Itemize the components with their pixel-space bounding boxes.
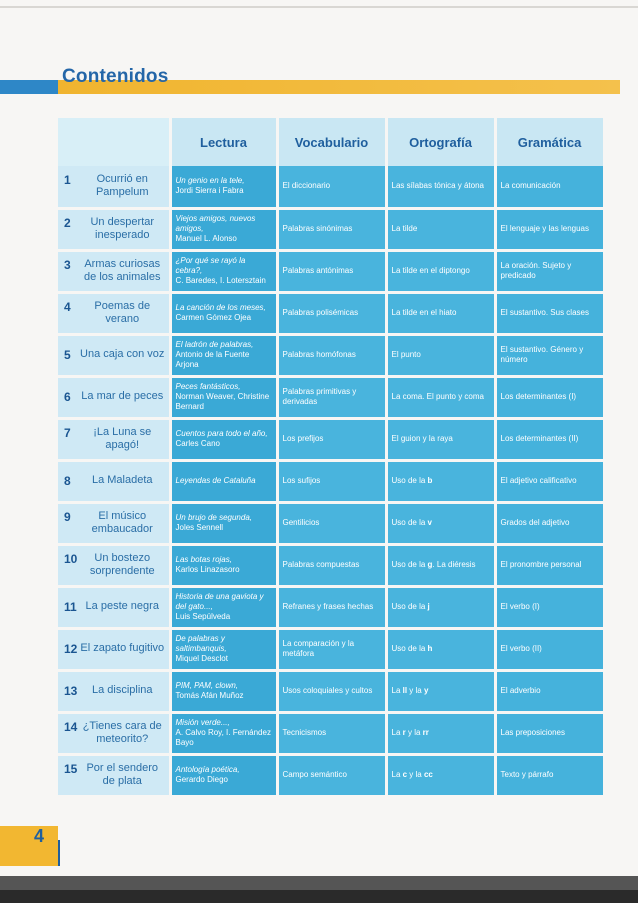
header-ortografia: Ortografía <box>386 118 495 166</box>
lectura-cell <box>170 418 277 460</box>
lectura-author: Karlos Linazasoro <box>175 565 240 574</box>
lectura-author: Tomás Afán Muñoz <box>175 691 244 700</box>
unit-cell <box>58 670 170 712</box>
unit-title: Armas curiosas de los animales <box>84 257 161 283</box>
vocabulario-cell: Los sufijos <box>277 460 386 502</box>
unit-cell <box>58 460 170 502</box>
unit-number: 11 <box>64 599 77 614</box>
unit-cell <box>58 418 170 460</box>
vocabulario-cell: Palabras compuestas <box>277 544 386 586</box>
unit-number: 15 <box>64 761 78 776</box>
lectura-cell <box>170 502 277 544</box>
unit-cell <box>58 166 170 208</box>
ortografia-text: b <box>427 476 433 485</box>
ortografia-cell <box>386 208 495 250</box>
header-blank <box>58 118 170 166</box>
unit-number: 14 <box>64 719 78 734</box>
gramatica-cell: El sustantivo. Género y número <box>495 334 604 376</box>
unit-cell <box>58 502 170 544</box>
ortografia-text: . La diéresis <box>432 560 476 569</box>
table-header-row <box>58 118 604 166</box>
lectura-title: Leyendas de Cataluña <box>175 476 256 485</box>
vocabulario-cell: Gentilicios <box>277 502 386 544</box>
lectura-title: PIM, PAM, clown, <box>175 681 239 690</box>
ortografia-text: Uso de la <box>391 518 428 527</box>
gramatica-cell: Los determinantes (I) <box>495 376 604 418</box>
unit-title: La mar de peces <box>81 389 164 402</box>
unit-title: La peste negra <box>85 599 159 612</box>
ortografia-cell <box>386 418 495 460</box>
header-gramatica: Gramática <box>495 118 604 166</box>
table-row <box>58 166 604 208</box>
vocabulario-cell: Refranes y frases hechas <box>277 586 386 628</box>
lectura-title: Peces fantásticos, <box>175 382 241 391</box>
table-row <box>58 460 604 502</box>
vocabulario-cell: Palabras antónimas <box>277 250 386 292</box>
lectura-cell <box>170 628 277 670</box>
ortografia-cell <box>386 712 495 754</box>
vocabulario-cell: Tecnicismos <box>277 712 386 754</box>
lectura-cell <box>170 208 277 250</box>
gramatica-cell: El verbo (II) <box>495 628 604 670</box>
title-band-accent <box>0 80 58 94</box>
lectura-cell <box>170 754 277 796</box>
table-row <box>58 418 604 460</box>
lectura-author: Carmen Gómez Ojea <box>175 313 252 322</box>
lectura-author: Jordi Sierra i Fabra <box>175 186 244 196</box>
unit-title: Un bostezo sorprendente <box>89 551 155 577</box>
unit-number: 8 <box>64 473 71 488</box>
table-body <box>58 166 604 796</box>
lectura-author: Norman Weaver, Christine Bernard <box>175 392 270 411</box>
gramatica-cell: La oración. Sujeto y predicado <box>495 250 604 292</box>
ortografia-text: El punto <box>391 350 421 359</box>
ortografia-text: g <box>427 560 433 569</box>
ortografia-text: Las sílabas tónica y átona <box>391 181 485 191</box>
header-vocabulario: Vocabulario <box>277 118 386 166</box>
ortografia-cell <box>386 544 495 586</box>
ortografia-cell <box>386 754 495 796</box>
contents-table <box>58 118 606 798</box>
bottom-strip <box>0 876 638 890</box>
lectura-title: Historia de una gaviota y del gato..., <box>175 592 264 611</box>
ortografia-text: El guion y la raya <box>391 434 453 443</box>
table-row <box>58 250 604 292</box>
vocabulario-cell: Palabras homófonas <box>277 334 386 376</box>
ortografia-cell <box>386 586 495 628</box>
lectura-cell <box>170 334 277 376</box>
unit-number: 10 <box>64 551 78 566</box>
unit-cell <box>58 754 170 796</box>
lectura-author: Carles Cano <box>175 439 220 448</box>
vocabulario-cell: Campo semántico <box>277 754 386 796</box>
table-row <box>58 670 604 712</box>
table-row <box>58 586 604 628</box>
ortografia-text: Uso de la <box>391 602 428 611</box>
vocabulario-cell: El diccionario <box>277 166 386 208</box>
ortografia-text: c <box>402 770 408 779</box>
ortografia-cell <box>386 166 495 208</box>
unit-number: 13 <box>64 683 78 698</box>
ortografia-text: y la <box>407 770 424 779</box>
unit-cell <box>58 712 170 754</box>
unit-cell <box>58 334 170 376</box>
lectura-title: La canción de los meses, <box>175 303 266 312</box>
ortografia-text: h <box>427 644 433 653</box>
unit-number: 2 <box>64 215 71 230</box>
unit-title: ¡La Luna se apagó! <box>93 425 152 451</box>
unit-number: 12 <box>64 641 78 656</box>
top-rule <box>0 6 638 8</box>
lectura-cell <box>170 670 277 712</box>
table-row <box>58 502 604 544</box>
lectura-author: Manuel L. Alonso <box>175 234 237 243</box>
gramatica-cell: El adjetivo calificativo <box>495 460 604 502</box>
table-row <box>58 208 604 250</box>
ortografia-cell <box>386 628 495 670</box>
unit-title: La Maladeta <box>91 473 153 486</box>
ortografia-cell <box>386 670 495 712</box>
lectura-cell <box>170 544 277 586</box>
unit-cell <box>58 292 170 334</box>
lectura-cell <box>170 166 277 208</box>
table-row <box>58 376 604 418</box>
table-row <box>58 292 604 334</box>
lectura-title: Viejos amigos, nuevos amigos, <box>175 214 256 233</box>
gramatica-cell: El lenguaje y las lenguas <box>495 208 604 250</box>
gramatica-cell: Los determinantes (II) <box>495 418 604 460</box>
gramatica-cell: La comunicación <box>495 166 604 208</box>
lectura-title: Las botas rojas, <box>175 555 232 564</box>
ortografia-cell <box>386 502 495 544</box>
lectura-title: El ladrón de palabras, <box>175 340 254 349</box>
unit-cell <box>58 586 170 628</box>
lectura-cell <box>170 292 277 334</box>
unit-cell <box>58 544 170 586</box>
ortografia-text: La coma. El punto y coma <box>391 392 484 401</box>
vocabulario-cell: Los prefijos <box>277 418 386 460</box>
ortografia-text: y la <box>407 686 424 695</box>
header-lectura: Lectura <box>170 118 277 166</box>
unit-title: Ocurrió en Pampelum <box>95 173 149 199</box>
unit-title: ¿Tienes cara de meteorito? <box>82 719 162 745</box>
ortografia-text: Uso de la <box>391 560 428 569</box>
lectura-cell <box>170 376 277 418</box>
unit-title: Un despertar inesperado <box>90 215 155 241</box>
lectura-author: Joles Sennell <box>175 523 224 532</box>
bottom-strip-dark <box>0 890 638 903</box>
ortografia-text: Uso de la <box>391 644 428 653</box>
gramatica-cell: Las preposiciones <box>495 712 604 754</box>
gramatica-cell: El adverbio <box>495 670 604 712</box>
unit-number: 4 <box>64 299 71 314</box>
unit-number: 3 <box>64 257 71 272</box>
lectura-title: Un genio en la tele, <box>175 176 245 186</box>
table-row <box>58 754 604 796</box>
table-row <box>58 712 604 754</box>
unit-cell <box>58 628 170 670</box>
ortografia-cell <box>386 292 495 334</box>
lectura-author: Miquel Desclot <box>175 654 228 663</box>
ortografia-text: La <box>391 686 403 695</box>
lectura-cell <box>170 250 277 292</box>
unit-title: El zapato fugitivo <box>80 641 165 654</box>
vocabulario-cell: La comparación y la metáfora <box>277 628 386 670</box>
gramatica-cell: El pronombre personal <box>495 544 604 586</box>
ortografia-text: La <box>391 728 403 737</box>
vocabulario-cell: Palabras primitivas y derivadas <box>277 376 386 418</box>
unit-number: 7 <box>64 425 71 440</box>
gramatica-cell: El verbo (I) <box>495 586 604 628</box>
page-number-rule <box>58 840 60 866</box>
ortografia-text: La tilde <box>391 224 418 233</box>
vocabulario-cell: Usos coloquiales y cultos <box>277 670 386 712</box>
lectura-author: C. Baredes, I. Lotersztain <box>175 276 266 285</box>
page-title: Contenidos <box>62 66 169 87</box>
page-number: 4 <box>34 826 45 846</box>
ortografia-text: cc <box>423 770 433 779</box>
ortografia-cell <box>386 250 495 292</box>
lectura-title: De palabras y saltimbanquis, <box>175 634 227 653</box>
ortografia-text: y la <box>405 728 423 737</box>
lectura-title: Misión verde..., <box>175 718 230 727</box>
ortografia-text: La tilde en el diptongo <box>391 266 470 275</box>
ortografia-text: ll <box>402 686 408 695</box>
unit-number: 5 <box>64 347 71 362</box>
ortografia-text: Uso de la <box>391 476 428 485</box>
vocabulario-cell: Palabras sinónimas <box>277 208 386 250</box>
lectura-title: Un brujo de segunda, <box>175 513 252 522</box>
vocabulario-cell: Palabras polisémicas <box>277 292 386 334</box>
lectura-cell <box>170 712 277 754</box>
lectura-author: Gerardo Diego <box>175 775 228 784</box>
page-number-band <box>0 826 58 866</box>
unit-number: 6 <box>64 389 71 404</box>
gramatica-cell: Texto y párrafo <box>495 754 604 796</box>
gramatica-cell: El sustantivo. Sus clases <box>495 292 604 334</box>
unit-title: Por el sendero de plata <box>86 761 159 787</box>
lectura-title: Cuentos para todo el año, <box>175 429 268 438</box>
ortografia-text: r <box>402 728 406 737</box>
ortografia-cell <box>386 334 495 376</box>
lectura-title: ¿Por qué se rayó la cebra?, <box>175 256 246 275</box>
table-row <box>58 544 604 586</box>
ortografia-text: y <box>423 686 429 695</box>
ortografia-text: v <box>427 518 432 527</box>
unit-title: La disciplina <box>91 683 153 696</box>
ortografia-text: La <box>391 770 403 779</box>
unit-title: El músico embaucador <box>91 509 153 535</box>
lectura-cell <box>170 460 277 502</box>
unit-number: 1 <box>64 173 71 188</box>
unit-cell <box>58 208 170 250</box>
unit-number: 9 <box>64 509 71 524</box>
lectura-author: Antonio de la Fuente Arjona <box>175 350 250 369</box>
unit-title: Una caja con voz <box>80 347 165 360</box>
unit-cell <box>58 250 170 292</box>
ortografia-text: rr <box>422 728 429 737</box>
gramatica-cell: Grados del adjetivo <box>495 502 604 544</box>
lectura-cell <box>170 586 277 628</box>
ortografia-text: j <box>427 602 430 611</box>
lectura-title: Antología poética, <box>175 765 240 774</box>
unit-cell <box>58 376 170 418</box>
unit-title: Poemas de verano <box>94 299 151 325</box>
lectura-author: A. Calvo Roy, I. Fernández Bayo <box>175 728 271 747</box>
table-row <box>58 334 604 376</box>
table-row <box>58 628 604 670</box>
lectura-author: Luis Sepúlveda <box>175 612 231 621</box>
ortografia-cell <box>386 460 495 502</box>
ortografia-cell <box>386 376 495 418</box>
ortografia-text: La tilde en el hiato <box>391 308 457 317</box>
